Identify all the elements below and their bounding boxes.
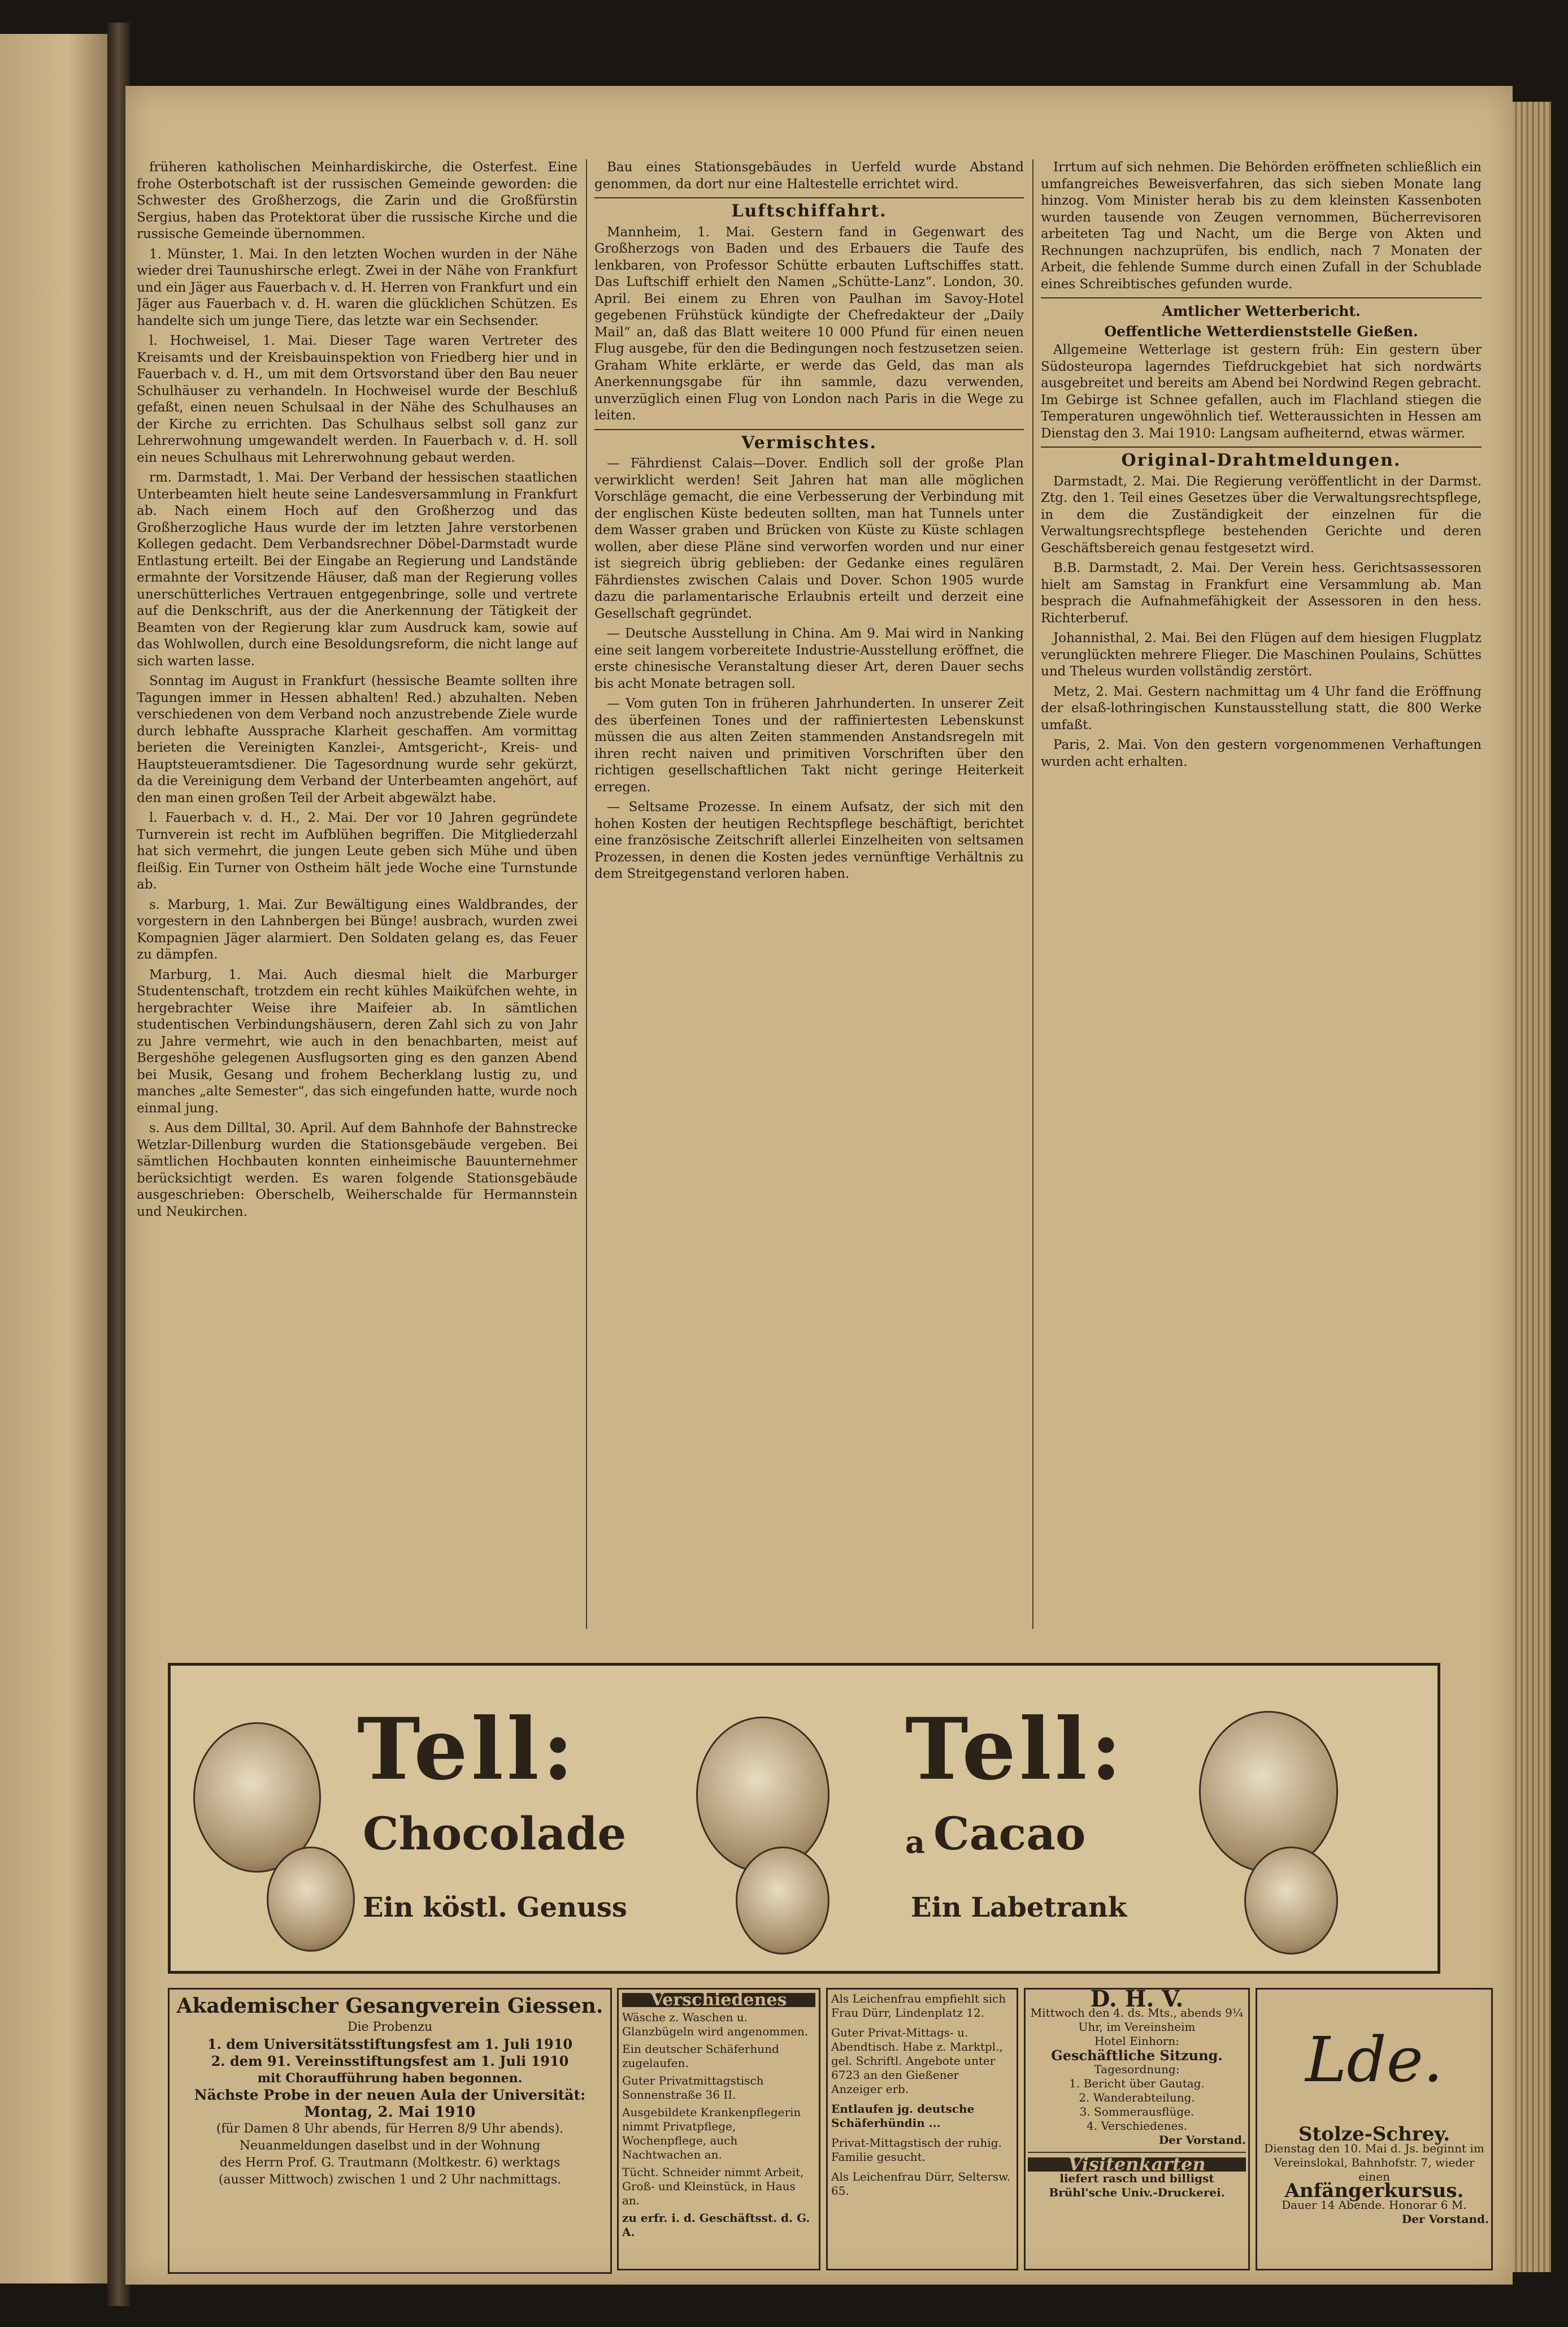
- ad-item: Privat-Mittagstisch der ruhig. Familie gesucht.: [831, 2136, 1002, 2164]
- ad-item: Als Leichenfrau Dürr, Seltersw. 65.: [831, 2170, 1011, 2198]
- article-paragraph: Mannheim, 1. Mai. Gestern fand in Gegenwart des Großherzogs von Baden und des Erbauers die Taufe des lenkbaren, von Professor Schütte erbauten Luftschiffes statt. Das Luftschiff erhielt den Namen „Schütte-Lanz“. London, 30. April. Bei einem zu Ehren von Paulhan im Savoy-Hotel gegebenen Frühstück kündigte der Chefredakteur der „Daily Mail“ an, daß das Blatt weitere 10 000 Pfund für einen neuen Flug ausgebe, für den die Bedingungen noch festzusetzen seien. Graham White erklärte, er werde das Geld, das man als Anerkennungsgabe für ihn sammle, dazu verwenden, unverzüglich einen Flug von London nach Paris in die Wege zu leiten.: [594, 224, 1024, 423]
- column-rule: [586, 159, 587, 1629]
- chocolade-label: Chocolade: [363, 1807, 627, 1860]
- ad-line: Mittwoch den 4. ds. Mts., abends 9¼ Uhr, im Vereinsheim: [1030, 2006, 1244, 2034]
- visitenkarten-title: Visitenkarten: [1028, 2157, 1246, 2172]
- article-paragraph: l. Fauerbach v. d. H., 2. Mai. Der vor 10 Jahren gegründete Turnverein ist recht im Aufblühen begriffen. Die Mitgliederzahl hat sich vermehrt, die jungen Leute geben sich Mühe und üben fleißig. Ein Turner von Ostheim hält jede Woche eine Turnstunde ab.: [137, 811, 577, 892]
- section-subheading: Oeffentliche Wetterdienststelle Gießen.: [1104, 323, 1418, 340]
- column-rule: [1032, 159, 1033, 1629]
- ad-item: Entlaufen jg. deutsche Schäferhündin ...: [831, 2102, 975, 2130]
- classified-advertisements: [826, 1988, 1018, 2270]
- ad-line: Tagesordnung:: [1094, 2062, 1180, 2076]
- ad-line: Geschäftliche Sitzung.: [1051, 2047, 1223, 2064]
- ad-line: 1. dem Universitätsstiftungsfest am 1. Juli 1910: [207, 2036, 573, 2052]
- ad-footer: zu erfr. i. d. Geschäftsst. d. G. A.: [622, 2211, 810, 2239]
- article-paragraph: Paris, 2. Mai. Von den gestern vorgenommenen Verhaftungen wurden acht erhalten.: [1041, 738, 1482, 769]
- ad-title: D. H. V.: [1090, 1988, 1184, 2012]
- section-heading: Original-Drahtmeldungen.: [1121, 450, 1401, 470]
- section-rule: [1041, 447, 1482, 448]
- article-paragraph: Johannisthal, 2. Mai. Bei den Flügen auf dem hiesigen Flugplatz verunglückten mehrere Flieger. Die Maschinen Poulains, Schüttes und Theleus wurden vollständig zerstört.: [1041, 631, 1482, 679]
- course-title: Anfängerkursus.: [1284, 2179, 1464, 2202]
- right-slogan: Ein Labetrank: [911, 1892, 1127, 1923]
- ad-item: Ein deutscher Schäferhund zugelaufen.: [622, 2042, 779, 2070]
- page-stack-edge: [1511, 102, 1551, 2272]
- agenda-item: 4. Verschiedenes.: [1087, 2119, 1187, 2133]
- article-paragraph: l. Hochweisel, 1. Mai. Dieser Tage waren Vertreter des Kreisamts und der Kreisbauinspektion von Friedberg hier und in Fauerbach v. d. H., um mit dem Ortsvorstand über den Bau neuer Schulhäuser zu verhandeln. In Hochweisel wurde der Beschluß gefaßt, einen neuen Schulsaal in der Nähe des Schulhauses an der Kirche zu errichten. Das Schulhaus selbst soll ganz zur Lehrerwohnung umgewandelt werden. In Fauerbach v. d. H. soll ein neues Schulhaus mit Lehrerwohnung gebaut werden.: [137, 333, 577, 465]
- tell-face-icon: [696, 1717, 829, 1873]
- ad-line: Brühl'sche Univ.-Druckerei.: [1049, 2186, 1225, 2199]
- section-rule: [594, 429, 1024, 430]
- previous-page-edge: [0, 34, 113, 2283]
- article-paragraph: 1. Münster, 1. Mai. In den letzten Wochen wurden in der Nähe wieder drei Taunushirsche erlegt. Zwei in der Nähe von Frankfurt und ein Jäger aus Fauerbach v. d. H. Herren von Frankfurt und ein Jäger aus Fauerbach v. d. H. waren die glücklichen Schützen. Es handelte sich um junge Tiere, das letzte war ein Sechsender.: [137, 246, 577, 328]
- ad-sign: Der Vorstand.: [1401, 2212, 1489, 2226]
- ad-line: des Herrn Prof. G. Trautmann (Moltkestr. 6) werktags: [219, 2156, 561, 2170]
- ad-line: Dienstag den 10. Mai d. Js. beginnt im Vereinslokal, Bahnhofstr. 7, wieder einen: [1264, 2142, 1484, 2183]
- ad-item: Tücht. Schneider nimmt Arbeit, Groß- und Kleinstück, in Haus an.: [622, 2165, 804, 2207]
- ad-title: Verschiedenes: [622, 1993, 815, 2007]
- article-paragraph: s. Aus dem Dilltal, 30. April. Auf dem Bahnhofe der Bahnstrecke Wetzlar-Dillenburg wurden die Stationsgebäude vergeben. Bei sämtlichen Hochbauten konnten einheimische Bauunternehmer berücksichtigt werden. Es waren folgende Stationsgebäude ausgeschrieben: Oberschelb, Weiherschalde für Hermannstein und Neukirchen.: [137, 1121, 577, 1219]
- middle-column: [594, 159, 1024, 1629]
- article-paragraph: Allgemeine Wetterlage ist gestern früh: Ein gestern über Südosteuropa lagerndes Tiefdruckgebiet hat sich nordwärts ausgebreitet und bereits am Abend bei Nordwind Regen gebracht. Im Gebirge ist Schnee gefallen, auch im Flachland stiegen die Temperaturen ungewöhnlich tief. Wetteraussichten in Hessen am Dienstag den 3. Mai 1910: Langsam aufheiternd, etwas wärmer.: [1041, 343, 1482, 441]
- ad-item: Ausgebildete Krankenpflegerin nimmt Privatpflege, Wochenpflege, auch Nachtwachen an.: [622, 2105, 801, 2161]
- section-rule: [1028, 2152, 1246, 2153]
- ad-line: Dauer 14 Abende. Honorar 6 M.: [1282, 2198, 1467, 2212]
- ad-line: 2. dem 91. Vereinsstiftungsfest am 1. Juli 1910: [211, 2053, 569, 2069]
- gesangverein-advertisement: [168, 1988, 612, 2274]
- article-paragraph: — Deutsche Ausstellung in China. Am 9. Mai wird in Nanking eine seit langem vorbereitete Industrie-Ausstellung eröffnet, die erste chinesische Veranstaltung dieser Art, deren Dauer sechs bis acht Monate betragen soll.: [594, 626, 1024, 691]
- dhv-advertisement: [1024, 1988, 1250, 2270]
- ad-item: Guter Privatmittagstisch Sonnenstraße 36 II.: [622, 2074, 764, 2101]
- article-paragraph: B.B. Darmstadt, 2. Mai. Der Verein hess. Gerichtsassessoren hielt am Samstag in Frankfurt eine Versammlung ab. Man besprach die Aufnahmefähigkeit der Assessoren in den hess. Richterberuf.: [1041, 561, 1482, 626]
- right-column: [1041, 159, 1482, 1629]
- tell-wordmark: Tell:: [905, 1700, 1126, 1799]
- ad-item: Guter Privat-Mittags- u. Abendtisch. Habe z. Marktpl., gel. Schriftl. Angebote unter 6723 an den Gießener Anzeiger erb.: [831, 2026, 1003, 2096]
- tell-face-icon: [736, 1847, 829, 1955]
- tell-face-icon: [267, 1847, 355, 1952]
- ad-line: Hotel Einhorn:: [1094, 2034, 1180, 2048]
- ad-item: Als Leichenfrau empfiehlt sich Frau Dürr, Lindenplatz 12.: [831, 1992, 1006, 2020]
- ad-title: Akademischer Gesangverein Giessen.: [176, 1994, 603, 2018]
- agenda-item: 2. Wanderabteilung.: [1079, 2091, 1195, 2104]
- cacao-label: Cacao: [933, 1807, 1086, 1860]
- tell-advertisement: [168, 1663, 1440, 1974]
- article-paragraph: Sonntag im August in Frankfurt (hessische Beamte sollten ihre Tagungen immer in Hessen abhalten! Red.) abzuhalten. Neben verschiedenen von dem Verband noch anzustrebende Ziele wurde durch lebhafte Aussprache Klarheit geschaffen. Am vormittag berieten die Vereinigten Kanzlei-, Amtsgericht-, Kreis- und Hauptsteueramtsdiener. Die Tagesordnung wurde sehr gekürzt, da die Vereinigung dem Verband der Unterbeamten angehört, auf den man einen großen Teil der Arbeit abgewälzt habe.: [137, 674, 577, 805]
- ad-line: liefert rasch und billigst: [1059, 2172, 1214, 2185]
- article-paragraph: Irrtum auf sich nehmen. Die Behörden eröffneten schließlich ein umfangreiches Beweisverfahren, das sich sieben Monate lang hinzog. Vom Minister herab bis zu dem kleinsten Kassenboten wurden tausende von Zeugen vernommen, Bücherrevisoren arbeiteten Tag und Nacht, um die Berge von Akten und Rechnungen nachzuprüfen, bis endlich, nach 7 Monaten der Arbeit, die fehlende Summe durch einen Zufall in der Schublade eines Schreibtisches gefunden wurde.: [1041, 160, 1482, 292]
- newspaper-page: [125, 86, 1513, 2285]
- ad-item: Wäsche z. Waschen u. Glanzbügeln wird angenommen.: [622, 2010, 809, 2038]
- section-heading: Luftschiffahrt.: [731, 201, 887, 221]
- handwritten-signature: Lde.: [1305, 2023, 1443, 2096]
- article-paragraph: s. Marburg, 1. Mai. Zur Bewältigung eines Waldbrandes, der vorgestern in den Lahnbergen bei Bünge! ausbrach, wurden zwei Kompagnien Jäger alarmiert. Den Soldaten gelang es, das Feuer zu dämpfen.: [137, 897, 577, 962]
- tell-wordmark: Tell:: [357, 1700, 577, 1799]
- ad-sign: Der Vorstand.: [1158, 2133, 1246, 2147]
- agenda-item: 3. Sommerausflüge.: [1079, 2105, 1195, 2118]
- article-paragraph: — Fährdienst Calais—Dover. Endlich soll der große Plan verwirklicht werden! Seit Jahren hat man alle möglichen Vorschläge gemacht, die eine Verbesserung der Verbindung mit der englischen Küste bedeuten sollten, man hat Tunnels unter dem Wasser graben und Brücken von Küste zu Küste schlagen wollen, aber diese Pläne sind verworfen worden und nur einer ist siegreich übrig geblieben: der Gedanke eines regulären Fährdienstes zwischen Calais und Dover. Schon 1905 wurde dazu die parlamentarische Erlaubnis erteilt und derzeit eine Gesellschaft gegründet.: [594, 456, 1024, 621]
- section-heading: Amtlicher Wetterbericht.: [1162, 303, 1361, 319]
- tell-face-icon: [1199, 1711, 1338, 1873]
- ad-line: Montag, 2. Mai 1910: [304, 2104, 476, 2121]
- ad-title: Stolze-Schrey.: [1298, 2123, 1450, 2146]
- article-paragraph: Metz, 2. Mai. Gestern nachmittag um 4 Uhr fand die Eröffnung der elsaß-lothringischen Kunstausstellung statt, die 800 Werke umfaßt.: [1041, 684, 1482, 733]
- ad-line: (ausser Mittwoch) zwischen 1 und 2 Uhr nachmittags.: [218, 2173, 562, 2187]
- ad-line: Die Probenzu: [347, 2020, 433, 2034]
- ad-line: mit Choraufführung haben begonnen.: [257, 2071, 523, 2086]
- verschiedenes-advertisement: [617, 1988, 820, 2270]
- left-slogan: Ein köstl. Genuss: [363, 1892, 627, 1923]
- article-paragraph: — Vom guten Ton in früheren Jahrhunderten. In unserer Zeit des überfeinen Tones und der raffiniertesten Lebenskunst müssen die aus alten Zeiten stammenden Anstandsregeln mit ihren recht naiven und primitiven Vorschriften über den richtigen gesellschaftlichen Takt nicht geringe Heiterkeit erregen.: [594, 696, 1024, 795]
- ad-line: Neuanmeldungen daselbst und in der Wohnung: [239, 2139, 541, 2153]
- stolze-schrey-advertisement: [1256, 1988, 1493, 2270]
- article-paragraph: — Seltsame Prozesse. In einem Aufsatz, der sich mit den hohen Kosten der heutigen Rechtspflege beschäftigt, berichtet eine französische Zeitschrift allerlei Einzelheiten von seltsamen Prozessen, in denen die Kosten jedes vernünftige Verhältnis zu dem Streitgegenstand verloren haben.: [594, 800, 1024, 881]
- tell-face-icon: [1244, 1847, 1338, 1955]
- ad-line: Nächste Probe in der neuen Aula der Universität:: [194, 2087, 586, 2103]
- article-paragraph: Marburg, 1. Mai. Auch diesmal hielt die Marburger Studentenschaft, trotzdem ein recht kühles Maiküfchen wehte, in hergebrachter Weise ihre Maifeier ab. In sämtlichen studentischen Verbindungshäusern, deren Zahl sich zu von Jahr zu Jahre vermehrt, wie auch in den benachbarten, meist auf Bergeshöhe gelegenen Ausflugsorten ging es den ganzen Abend bei Musik, Gesang und frohem Becherklang lustig zu, und manches „alte Semester“, das sich eingefunden hatte, wurde noch einmal jung.: [137, 967, 577, 1116]
- section-rule: [594, 197, 1024, 198]
- article-paragraph: rm. Darmstadt, 1. Mai. Der Verband der hessischen staatlichen Unterbeamten hielt heute seine Landesversammlung in Frankfurt ab. Nach einem Hoch auf den Großherzog und das Großherzogliche Haus wurde der im letzten Jahre verstorbenen Kollegen gedacht. Dem Verbandsrechner Döbel-Darmstadt wurde Entlastung erteilt. Bei der Eingabe an Regierung und Landstände ermahnte der Vorsitzende Häuser, daß man der Regierung volles unerschütterliches Vertrauen entgegenbringe, solle und vertrete auf die Denkschrift, aus der die Anerkennung der Tätigkeit der Beamten von der Regierung klar zum Ausdruck kam, sowie auf das Wohlwollen, durch eine Besoldungsreform, die nicht lange auf sich warten lasse.: [137, 470, 577, 669]
- article-paragraph: Bau eines Stationsgebäudes in Uerfeld wurde Abstand genommen, da dort nur eine Haltestelle errichtet wird.: [594, 160, 1024, 192]
- section-heading: Vermischtes.: [741, 432, 877, 453]
- cacao-prefix: a: [905, 1824, 925, 1860]
- section-rule: [1041, 297, 1482, 298]
- left-column: [137, 159, 577, 1623]
- ad-line: (für Damen 8 Uhr abends, für Herren 8/9 Uhr abends).: [216, 2122, 564, 2136]
- agenda-item: 1. Bericht über Gautag.: [1069, 2077, 1205, 2090]
- article-paragraph: früheren katholischen Meinhardiskirche, die Osterfest. Eine frohe Osterbotschaft ist der russischen Gemeinde geworden: die Schwester des Großherzogs, die Zarin und die Großfürstin Sergius, haben das Protektorat über die russische Kirche und die russische Gemeinde übernommen.: [137, 160, 577, 241]
- article-paragraph: Darmstadt, 2. Mai. Die Regierung veröffentlicht in der Darmst. Ztg. den 1. Teil eines Gesetzes über die Verwaltungsrechtspflege, in dem die Zuständigkeit der einzelnen für die Verwaltungsrechtspflege bestehenden Gerichte und deren Geschäftsbereich genau festgesetzt wird.: [1041, 474, 1482, 556]
